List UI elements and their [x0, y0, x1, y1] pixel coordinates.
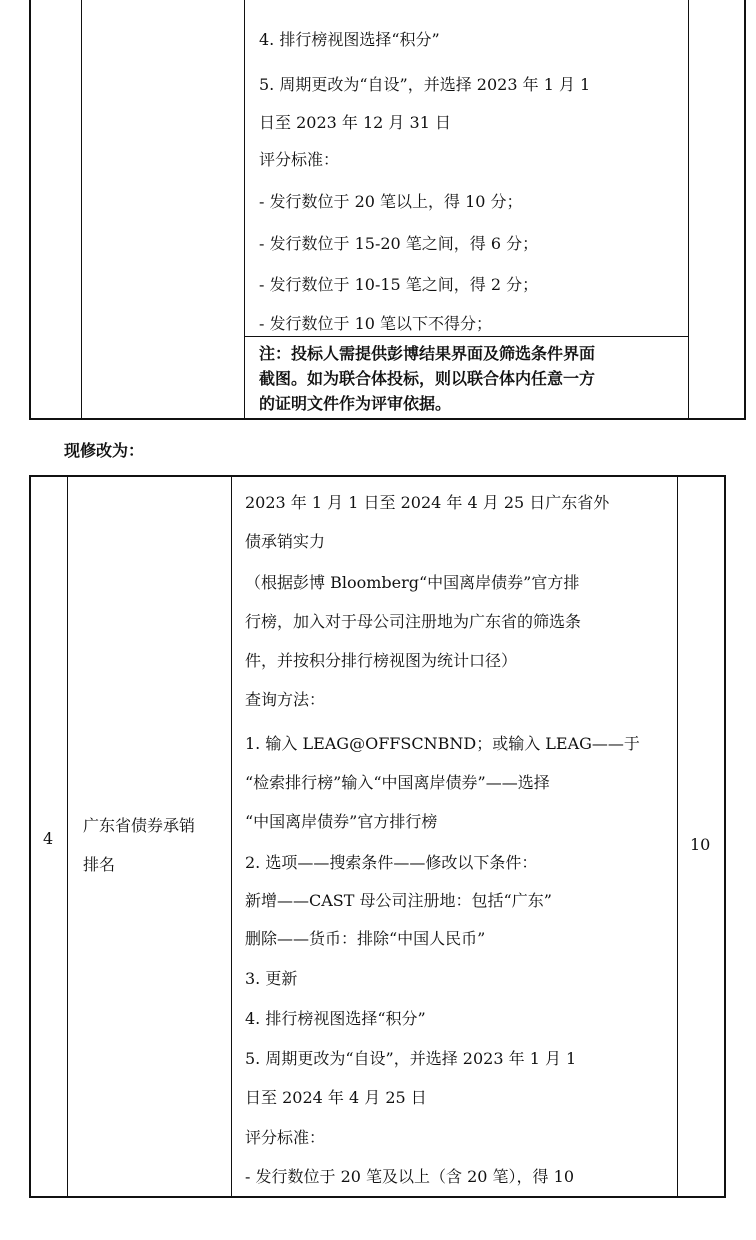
- criteria-line: 日至 2024 年 4 月 25 日: [245, 1088, 427, 1107]
- amendment-heading: 现修改为：: [64, 441, 145, 460]
- criteria-line: 行榜，加入对于母公司注册地为广东省的筛选条: [245, 612, 582, 631]
- criteria-line: 4. 排行榜视图选择“积分”: [259, 30, 440, 49]
- criteria-line: 4. 排行榜视图选择“积分”: [245, 1009, 426, 1028]
- item-score: 10: [690, 835, 711, 854]
- criteria-line: “中国离岸债券”官方排行榜: [245, 812, 438, 831]
- criteria-line: - 发行数位于 10 笔以下不得分；: [259, 314, 493, 333]
- criteria-line: 5. 周期更改为“自设”，并选择 2023 年 1 月 1: [259, 75, 591, 94]
- note-divider: [244, 336, 688, 337]
- criteria-line: “检索排行榜”输入“中国离岸债券”——选择: [245, 773, 550, 792]
- col-divider-3: [688, 0, 689, 418]
- criteria-line: 债承销实力: [245, 532, 326, 551]
- col-divider-2: [231, 477, 232, 1196]
- criteria-line: （根据彭博 Bloomberg“中国离岸债券”官方排: [245, 573, 580, 592]
- item-number: 4: [43, 829, 54, 848]
- col-divider-1: [67, 477, 68, 1196]
- criteria-line: - 发行数位于 15-20 笔之间，得 6 分；: [259, 234, 539, 253]
- criteria-line: 1. 输入 LEAG@OFFSCNBND；或输入 LEAG——于: [245, 734, 640, 753]
- criteria-line: - 发行数位于 20 笔及以上（含 20 笔），得 10: [245, 1167, 575, 1186]
- note-line: 注：投标人需提供彭博结果界面及筛选条件界面: [259, 344, 596, 363]
- criteria-line: 2. 选项——搜索条件——修改以下条件：: [245, 853, 538, 872]
- criteria-line: 查询方法：: [245, 690, 326, 709]
- criteria-line: 删除——货币：排除“中国人民币”: [245, 929, 486, 948]
- note-line: 截图。如为联合体投标，则以联合体内任意一方: [259, 369, 596, 388]
- criteria-line: 2023 年 1 月 1 日至 2024 年 4 月 25 日广东省外: [245, 493, 610, 512]
- criteria-line: 评分标准：: [259, 150, 340, 169]
- item-name-line: 广东省债券承销: [83, 816, 196, 835]
- item-name-line: 排名: [83, 855, 116, 874]
- criteria-line: 5. 周期更改为“自设”，并选择 2023 年 1 月 1: [245, 1049, 577, 1068]
- criteria-line: 日至 2023 年 12 月 31 日: [259, 113, 451, 132]
- amended-criteria-table: [29, 475, 726, 1198]
- criteria-line: - 发行数位于 20 笔以上，得 10 分；: [259, 192, 523, 211]
- col-divider-2: [244, 0, 245, 418]
- criteria-line: 3. 更新: [245, 969, 298, 988]
- criteria-line: 评分标准：: [245, 1128, 326, 1147]
- criteria-line: - 发行数位于 10-15 笔之间，得 2 分；: [259, 275, 539, 294]
- criteria-line: 新增——CAST 母公司注册地：包括“广东”: [245, 891, 552, 910]
- note-line: 的证明文件作为评审依据。: [259, 394, 452, 413]
- col-divider-1: [81, 0, 82, 418]
- criteria-line: 件，并按积分排行榜视图为统计口径）: [245, 651, 518, 670]
- col-divider-3: [677, 477, 678, 1196]
- original-criteria-table: [29, 0, 746, 420]
